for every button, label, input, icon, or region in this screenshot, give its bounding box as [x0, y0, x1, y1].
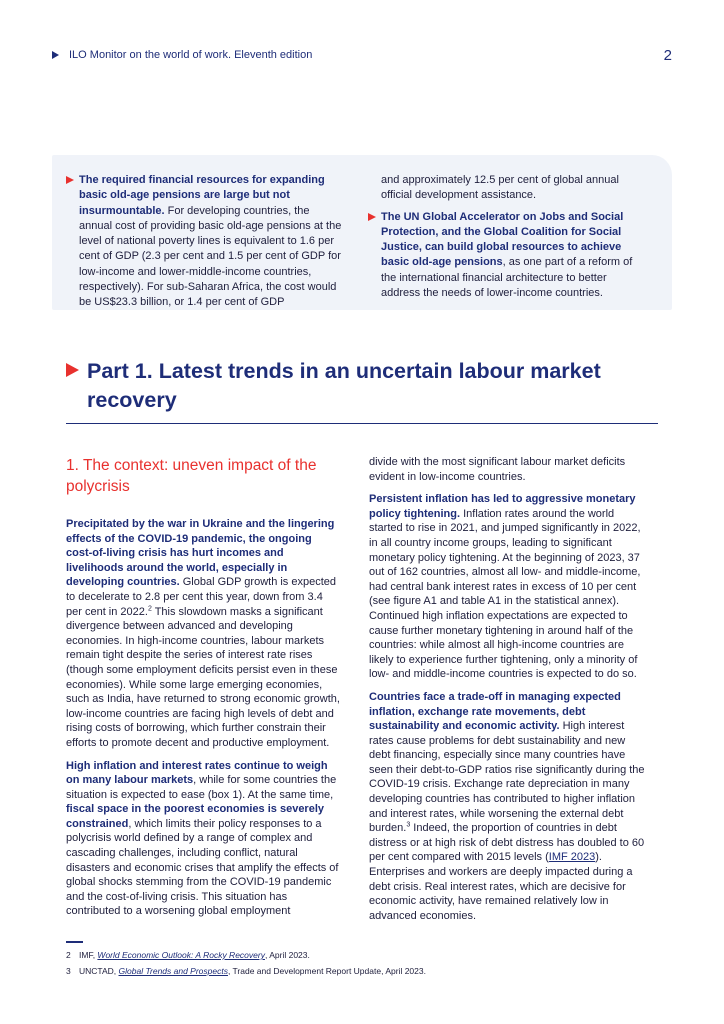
paragraph-lead: Countries face a trade-off in managing expected inflation, exchange rate movements, debt sustainability and economic activity.: [369, 690, 621, 733]
paragraph-text: Indeed, the proportion of countries in debt distress or at high risk of debt distress has doubled to 60 per cent compared with 2015 levels (: [369, 822, 645, 864]
bullet-triangle-icon: [66, 176, 74, 184]
page-number: 2: [663, 47, 672, 64]
summary-right-column: [368, 173, 640, 301]
summary-bullet-text: , as one part of a reform of the international financial architecture to better address the needs of lower-income countries.: [381, 256, 633, 300]
paragraph: [369, 690, 647, 924]
body-left-column: [66, 455, 340, 919]
footnote-number: 2: [66, 950, 71, 960]
paragraph: [66, 759, 340, 920]
footnote-ref[interactable]: 2: [147, 604, 152, 612]
section-heading: 1. The context: uneven impact of the polycrisis: [66, 457, 317, 495]
citation-link[interactable]: IMF 2023: [548, 851, 596, 864]
header-triangle-icon: [52, 51, 59, 59]
publication-title: ILO Monitor on the world of work. Eleventh edition: [69, 49, 313, 61]
paragraph-text: High interest rates cause problems for debt sustainability and new debt financing, especially since many countries have seen their debt-to-GDP ratios rise significantly during the COVID-19 crisis. Exchange rate depreciation in many developing countries has contributed to higher inflation and interest rates, while worsening the external debt burden.: [369, 720, 645, 835]
paragraph: [66, 517, 340, 751]
summary-left-column: [66, 173, 342, 311]
footnote-text: IMF,: [79, 950, 98, 960]
paragraph-lead: Precipitated by the war in Ukraine and the lingering effects of the COVID-19 pandemic, the ongoing cost-of-living crisis has hurt incomes and livelihoods around the world, especially in developing countries.: [66, 518, 335, 589]
paragraph-text: , which limits their policy responses to a polycrisis world defined by a range of complex and cascading challenges, including conflict, natural disasters and economic crises that amplify the effects of global shocks stemming from the COVID-19 pandemic and the cost-of-living crisis. This situation has contributed to a worsening global employment: [66, 817, 339, 918]
paragraph-continuation: divide with the most significant labour market deficits evident in low-income countries.: [369, 456, 626, 483]
paragraph-text: Global GDP growth is expected to decelerate to 2.8 per cent this year, down from 3.4 per cent in 2022.: [66, 576, 337, 618]
part-title-text: Part 1. Latest trends in an uncertain labour market recovery: [87, 359, 601, 412]
footnote: [66, 963, 656, 979]
paragraph-lead: High inflation and interest rates continue to weigh on many labour markets: [66, 759, 328, 787]
summary-bullet: [66, 173, 342, 311]
footnote-text: , April 2023.: [264, 950, 310, 960]
heading-triangle-icon: [66, 363, 79, 377]
summary-bullet-heading: The required financial resources for expanding basic old-age pensions are large but not insurmountable.: [79, 174, 325, 217]
summary-bullet-heading: The UN Global Accelerator on Jobs and Social Protection, and the Global Coalition for Social Justice, can build global resources to achieve basic old-age pensions: [381, 210, 624, 269]
heading-divider: [66, 423, 658, 424]
paragraph-text: ). Enterprises and workers are deeply impacted during a debt crisis. Real interest rates, which are decisive for economic activity, have remained relatively low in advanced economies.: [369, 851, 633, 922]
paragraph-text: , while for some countries the situation is expected to ease (box 1). At the same time,: [66, 774, 337, 801]
footnote-source-link[interactable]: World Economic Outlook: A Rocky Recovery: [97, 950, 265, 960]
summary-continuation: and approximately 12.5 per cent of global annual official development assistance.: [381, 174, 619, 202]
paragraph-emphasis: fiscal space in the poorest economies is severely constrained: [66, 803, 325, 830]
paragraph: [369, 492, 647, 682]
footnote-divider: [66, 941, 83, 943]
running-header: [52, 49, 672, 65]
footnotes: [66, 947, 656, 979]
footnote: [66, 947, 656, 963]
summary-bullet-text: For developing countries, the annual cost of providing basic old-age pensions at the level of national poverty lines is equivalent to 1.6 per cent of GDP (2.3 per cent and 1.5 per cent of GDP for low-income and lower-middle-income countries, respectively). For sub-Saharan Africa, the cost would be US$23.3 billion, or 1.4 per cent of GDP: [79, 204, 342, 309]
body-right-column: [369, 455, 647, 923]
footnote-text: , Trade and Development Report Update, April 2023.: [227, 966, 426, 976]
paragraph-text: This slowdown masks a significant divergence between advanced and developing economies. In high-income countries, labour markets remain tight despite the series of interest rate rises (though some employment deficits persist even in these economies). While some large emerging economies, such as India, have returned to strong economic growth, low-income countries are facing high levels of debt and rising costs of borrowing, which further constrain their efforts to promote decent and productive employment.: [66, 605, 340, 749]
paragraph-text: Inflation rates around the world started to rise in 2021, and jumped significantly in 2022, in all country income groups, leading to significant monetary policy tightening. At the beginning of 2023, 37 out of 162 countries, almost all low- and middle-income, had central bank interest rates in excess of 10 per cent (see figure A1 and table A1 in the statistical annex). Continued high inflation expectations are expected to cause further monetary tightening in around half of the countries: while almost all high-income countries are likely to experience further tightening, only a minority of low- and middle-income countries is expected to do so.: [369, 507, 641, 681]
bullet-triangle-icon: [368, 213, 376, 221]
footnote-text: UNCTAD,: [79, 966, 119, 976]
footnote-ref[interactable]: 3: [406, 821, 411, 829]
paragraph-lead: Persistent inflation has led to aggressive monetary policy tightening.: [369, 493, 636, 520]
footnote-number: 3: [66, 966, 71, 976]
summary-bullet: [368, 210, 640, 302]
part-heading: [66, 357, 656, 415]
footnote-source-link[interactable]: Global Trends and Prospects: [118, 966, 228, 976]
